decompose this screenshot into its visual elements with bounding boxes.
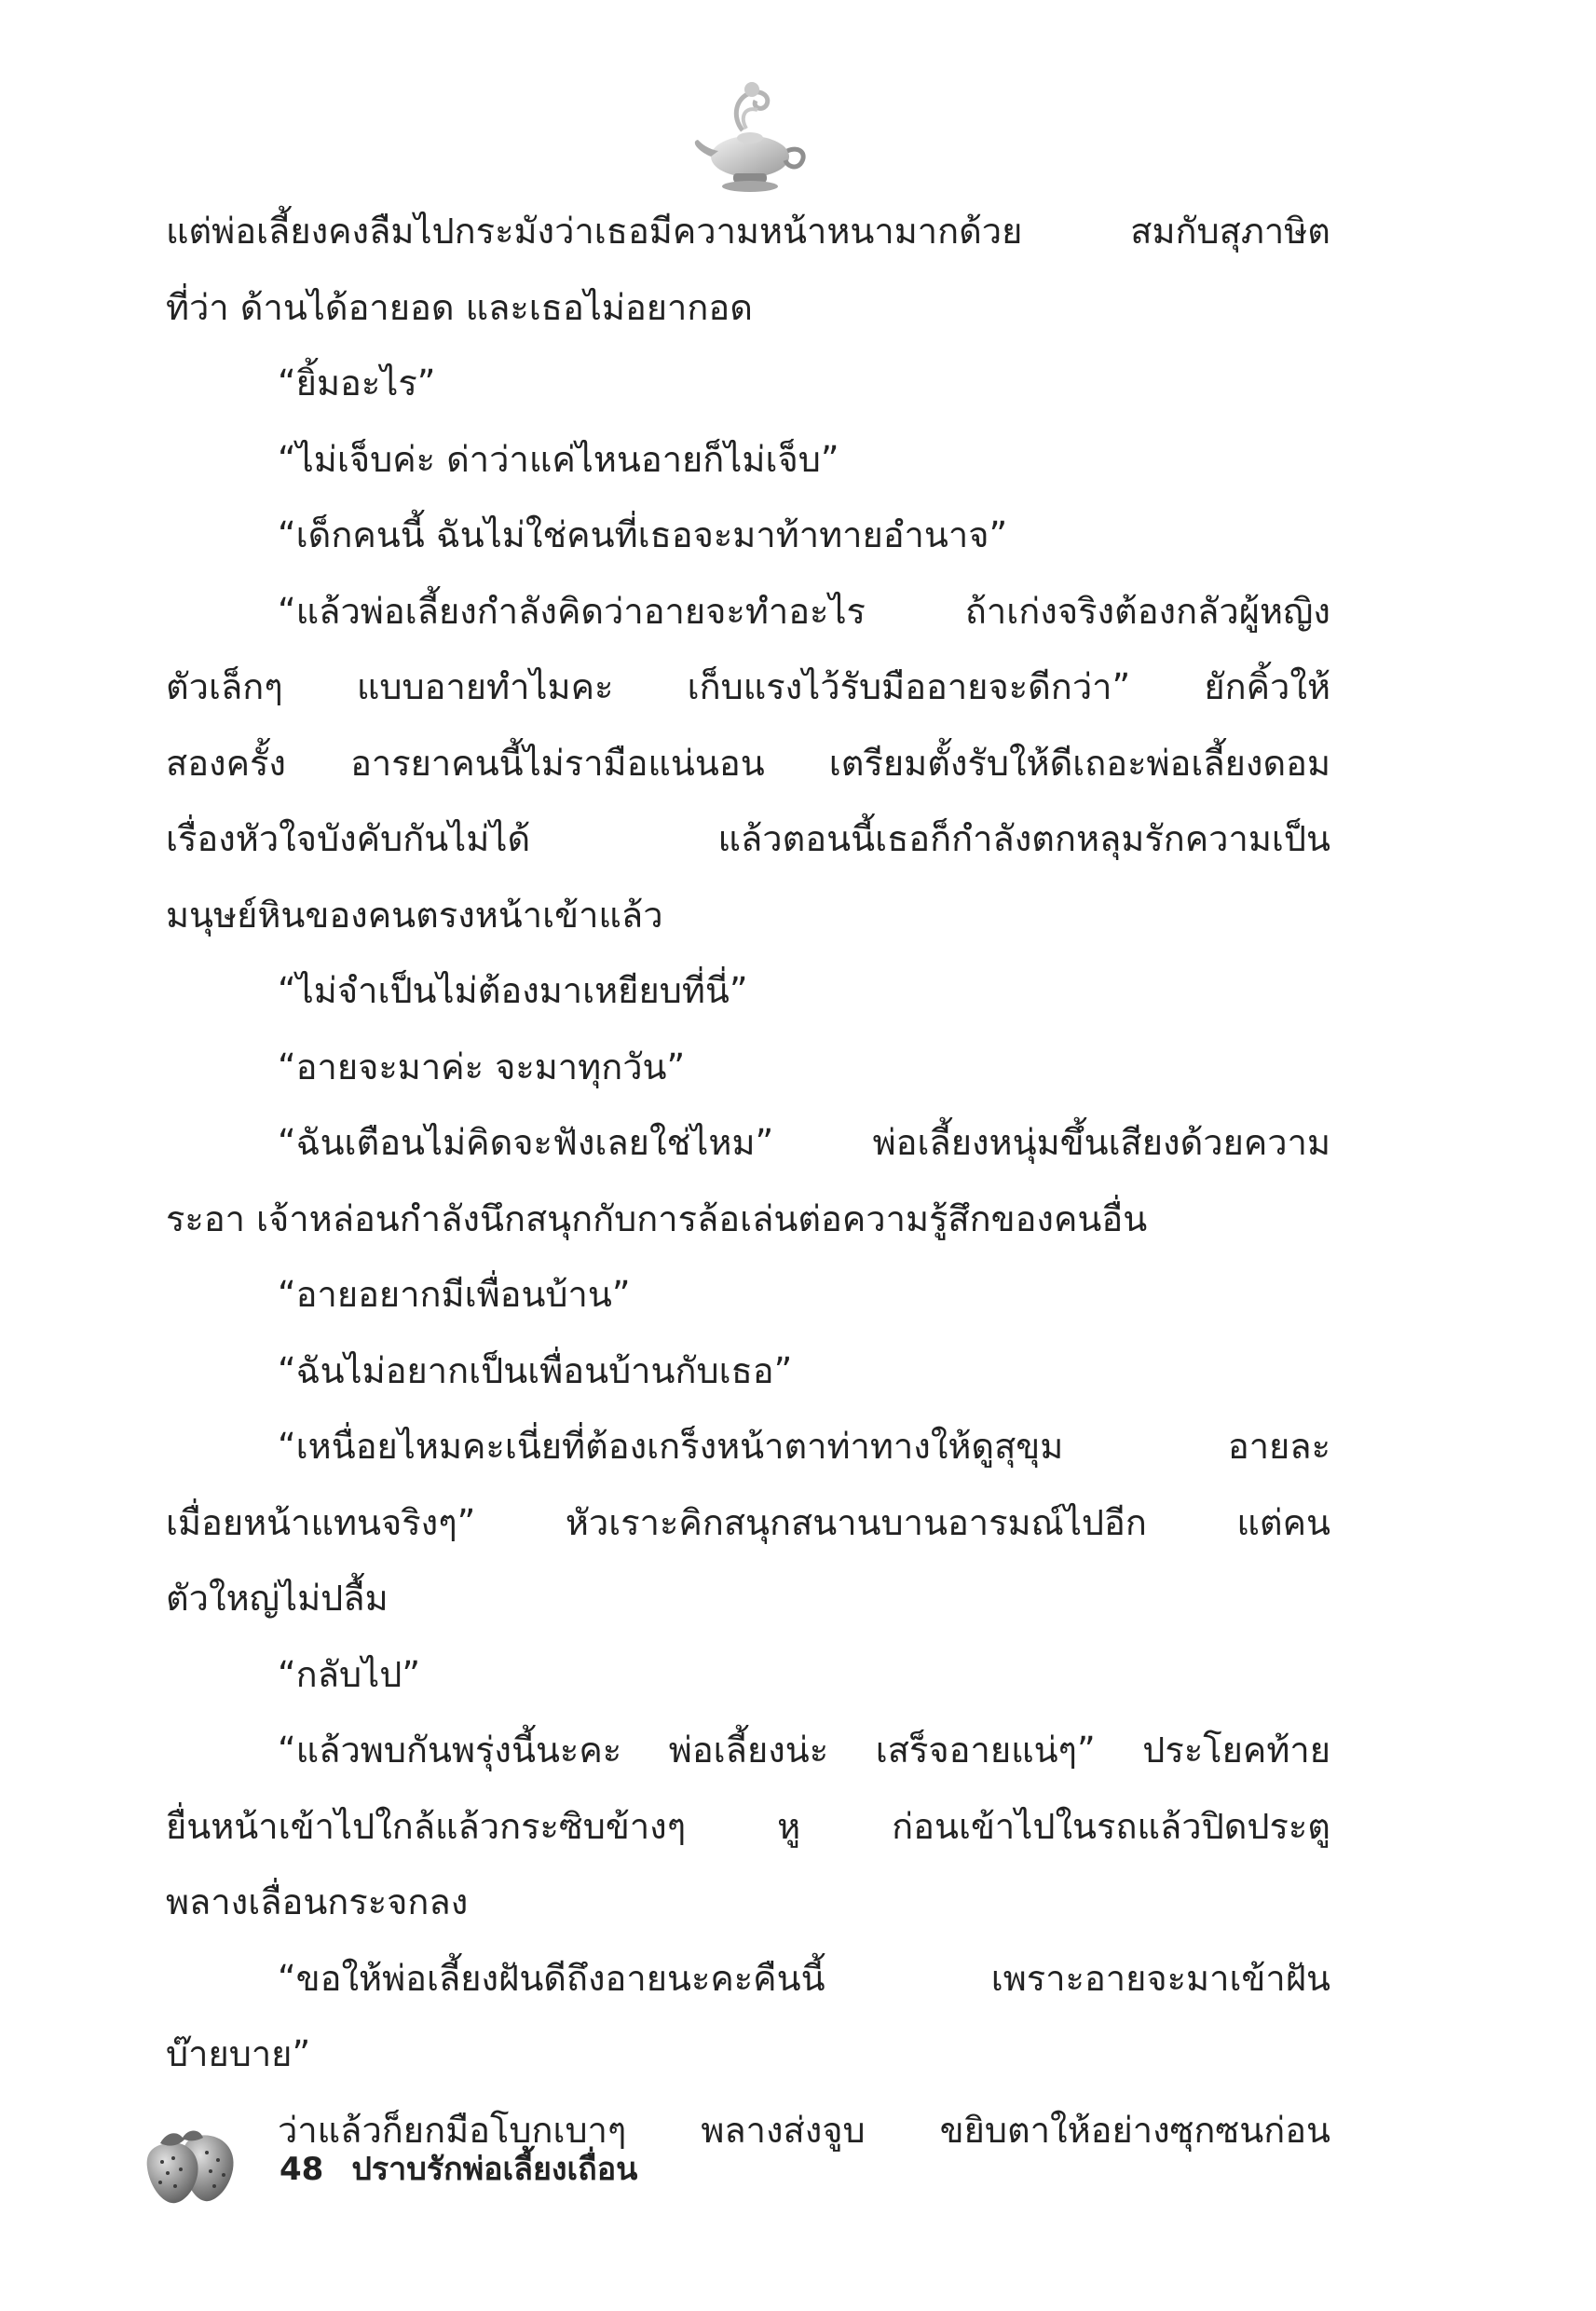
paragraph-line: ว่าแล้วก็ยกมือโบกเบาๆ พลางส่งจูบ ขยิบตาให้อย่างซุกซนก่อน: [278, 2109, 1330, 2151]
paragraph-line: เรื่องหัวใจบังคับกันไม่ได้ แล้วตอนนี้เธอก็กำลังตกหลุมรักความเป็น: [166, 818, 1330, 859]
paragraph-line: บ๊ายบาย”: [166, 2033, 311, 2074]
book-title: ปราบรักพ่อเลี้ยงเถื่อน: [351, 2151, 638, 2188]
dialogue-line: “ไม่จำเป็นไม่ต้องมาเหยียบที่นี่”: [278, 970, 748, 1011]
page-number: 48: [280, 2151, 324, 2188]
dialogue-line: “แล้วพ่อเลี้ยงกำลังคิดว่าอายจะทำอะไร ถ้าเก่งจริงต้องกลัวผู้หญิง: [278, 590, 1330, 632]
dialogue-line: “ฉันเตือนไม่คิดจะฟังเลยใช่ไหม” พ่อเลี้ยงหนุ่มขึ้นเสียงด้วยความ: [278, 1122, 1330, 1163]
paragraph-line: พลางเลื่อนกระจกลง: [166, 1881, 469, 1922]
dialogue-line: “ไม่เจ็บค่ะ ด่าว่าแค่ไหนอายก็ไม่เจ็บ”: [278, 438, 839, 480]
paragraph-line: เมื่อยหน้าแทนจริงๆ” หัวเราะคิกสนุกสนานบานอารมณ์ไปอีก แต่คน: [166, 1501, 1330, 1543]
dialogue-line: “ยิ้มอะไร”: [278, 362, 436, 403]
dialogue-line: “แล้วพบกันพรุ่งนี้นะคะ พ่อเลี้ยงน่ะ เสร็จอายแน่ๆ” ประโยคท้าย: [278, 1730, 1330, 1771]
page-footer: [140, 2115, 885, 2208]
paragraph-line: มนุษย์หินของคนตรงหน้าเข้าแล้ว: [166, 894, 663, 936]
paragraph-line: ที่ว่า ด้านได้อายอด และเธอไม่อยากอด: [166, 286, 753, 328]
dialogue-line: “อายอยากมีเพื่อนบ้าน”: [278, 1274, 631, 1315]
paragraph-line: ระอา เจ้าหล่อนกำลังนึกสนุกกับการล้อเล่นต่อความรู้สึกของคนอื่น: [166, 1197, 1148, 1239]
page-folio: [280, 2143, 637, 2194]
dialogue-line: “เด็กคนนี้ ฉันไม่ใช่คนที่เธอจะมาท้าทายอำนาจ”: [278, 514, 1008, 555]
paragraph-line: ยื่นหน้าเข้าไปใกล้แล้วกระซิบข้างๆ หู ก่อนเข้าไปในรถแล้วปิดประตู: [166, 1805, 1330, 1847]
strawberry-icon: [140, 2115, 242, 2208]
dialogue-line: “กลับไป”: [278, 1653, 421, 1695]
paragraph-line: แต่พ่อเลี้ยงคงลืมไปกระมังว่าเธอมีความหน้าหนามากด้วย สมกับสุภาษิต: [166, 211, 1330, 252]
dialogue-line: “ฉันไม่อยากเป็นเพื่อนบ้านกับเธอ”: [278, 1349, 793, 1391]
body-text: [166, 194, 1330, 2168]
paragraph-line: สองครั้ง อารยาคนนี้ไม่รามือแน่นอน เตรียมตั้งรับให้ดีเถอะพ่อเลี้ยงดอม: [166, 742, 1330, 784]
magic-lamp-icon: [685, 75, 815, 196]
dialogue-line: “ขอให้พ่อเลี้ยงฝันดีถึงอายนะคะคืนนี้ เพราะอายจะมาเข้าฝัน: [278, 1957, 1330, 1999]
dialogue-line: “อายจะมาค่ะ จะมาทุกวัน”: [278, 1046, 686, 1087]
paragraph-line: ตัวใหญ่ไม่ปลื้ม: [166, 1578, 389, 1619]
paragraph-line: ตัวเล็กๆ แบบอายทำไมคะ เก็บแรงไว้รับมืออายจะดีกว่า” ยักคิ้วให้: [166, 666, 1330, 707]
dialogue-line: “เหนื่อยไหมคะเนี่ยที่ต้องเกร็งหน้าตาท่าทางให้ดูสุขุม อายละ: [278, 1426, 1330, 1467]
